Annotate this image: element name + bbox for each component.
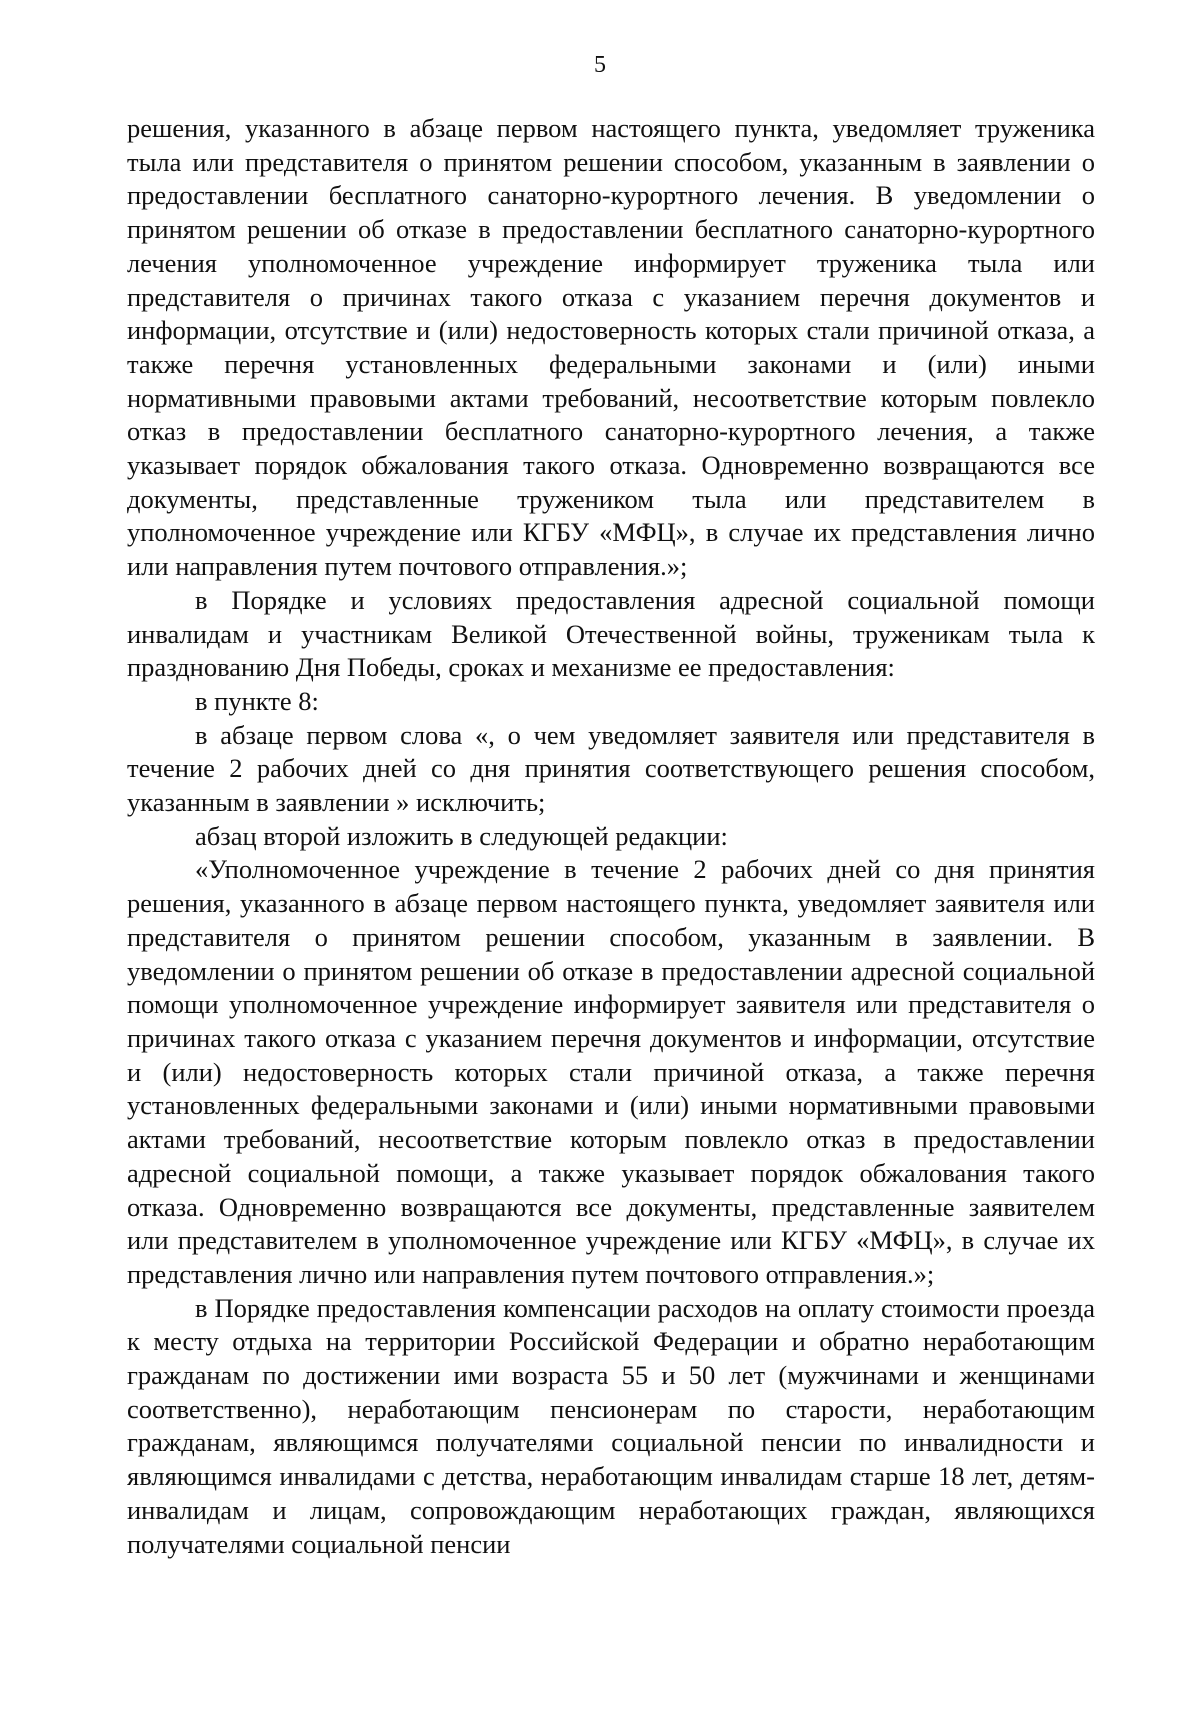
paragraph-procedure-social-aid: в Порядке и условиях предоставления адресной социальной помощи инвалидам и участникам Великой Отечественной войны, труженикам тыла к празднованию Дня Победы, сроках и механизме ее предоставления:	[127, 584, 1095, 683]
paragraph-clause-8: в пункте 8:	[195, 685, 319, 716]
paragraph-continuation: решения, указанного в абзаце первом настоящего пункта, уведомляет труженика тыла или представителя о принятом решении способом, указанным в заявлении о предоставлении бесплатного санаторно-курортного лечения. В уведомлении о принятом решении об отказе в предоставлении бесплатного санаторно-курортного лечения уполномоченное учреждение информирует труженика тыла или представителя о причинах такого отказа с указанием перечня документов и информации, отсутствие и (или) недостоверность которых стали причиной отказа, а также перечня установленных федеральными законами и (или) иными нормативными правовыми актами требований, несоответствие которым повлекло отказ в предоставлении бесплатного санаторно-курортного лечения, а также указывает порядок обжалования такого отказа. Одновременно возвращаются все документы, представленные тружеником тыла или представителем в уполномоченное учреждение или КГБУ «МФЦ», в случае их представления лично или направления путем почтового отправления.»;	[127, 113, 1095, 582]
paragraph-first-abzac-change: в абзаце первом слова «, о чем уведомляет заявителя или представителя в течение 2 рабочих дней со дня принятия соответствующего решения способом, указанным в заявлении » исключить;	[127, 719, 1095, 818]
document-body	[127, 112, 1095, 1561]
paragraph-compensation-procedure: в Порядке предоставления компенсации расходов на оплату стоимости проезда к месту отдыха на территории Российской Федерации и обратно неработающим гражданам по достижении ими возраста 55 и 50 лет (мужчинами и женщинами соответственно), неработающим пенсионерам по старости, неработающим гражданам, являющимся получателями социальной пенсии по инвалидности и являющимся инвалидами с детства, неработающим инвалидам старше 18 лет, детям-инвалидам и лицам, сопровождающим неработающих граждан, являющихся получателями социальной пенсии	[127, 1292, 1095, 1559]
page-number: 5	[594, 52, 606, 78]
paragraph-new-wording: «Уполномоченное учреждение в течение 2 рабочих дней со дня принятия решения, указанного в абзаце первом настоящего пункта, уведомляет заявителя или представителя о принятом решении способом, указанным в заявлении. В уведомлении о принятом решении об отказе в предоставлении адресной социальной помощи уполномоченное учреждение информирует заявителя или представителя о причинах такого отказа с указанием перечня документов и информации, отсутствие и (или) недостоверность которых стали причиной отказа, а также перечня установленных федеральными законами и (или) иными нормативными правовыми актами требований, несоответствие которым повлекло отказ в предоставлении адресной социальной помощи, а также указывает порядок обжалования такого отказа. Одновременно возвращаются все документы, представленные заявителем или представителем в уполномоченное учреждение или КГБУ «МФЦ», в случае их представления лично или направления путем почтового отправления.»;	[127, 854, 1095, 1289]
paragraph-second-abzac-intro: абзац второй изложить в следующей редакции:	[195, 820, 728, 851]
